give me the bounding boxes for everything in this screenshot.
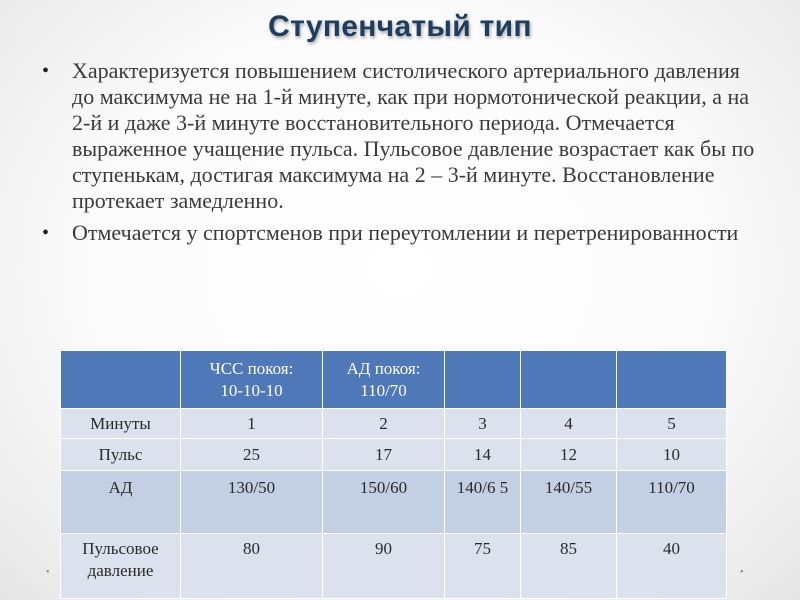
slide-title: Ступенчатый тип [268, 10, 532, 43]
table-row-pulse-pressure [61, 534, 727, 599]
table-cell: 40 [617, 534, 727, 599]
header-cell-empty [445, 351, 521, 409]
table-cell: 2 [323, 409, 445, 439]
table-header-row [61, 351, 727, 409]
table-cell: 14 [445, 439, 521, 471]
bullet-text: Характеризуется повышением систолического артериального давления до максимума не на 1-й минуте, как при нормотонической реакции, а на 2-й и даже 3-й минуте восстановительного периода. Отмечается выраженное учащение пульса. Пульсовое давление возрастает как бы по ступенькам, достигая максимума на 2 – 3-й минуте. Восстановление протекает замедленно. [72, 58, 755, 213]
dot-icon: • [740, 567, 744, 578]
table-cell: 140/6 5 [445, 471, 521, 534]
table-cell: 5 [617, 409, 727, 439]
row-label: АД [61, 471, 181, 534]
table-cell: 4 [521, 409, 617, 439]
header-hr-rest-value: 10-10-10 [220, 380, 283, 400]
table-cell: 75 [445, 534, 521, 599]
row-label: Минуты [61, 409, 181, 439]
bullet-icon: • [42, 60, 50, 82]
table-cell: 12 [521, 439, 617, 471]
table-cell: 90 [323, 534, 445, 599]
table-cell: 80 [181, 534, 323, 599]
bullet-list [40, 58, 760, 252]
header-bp-rest-label: АД покоя: [346, 358, 421, 378]
header-bp-rest-value: 110/70 [360, 380, 407, 400]
bullet-icon: • [42, 222, 50, 244]
header-hr-rest-label: ЧСС покоя: [209, 358, 294, 378]
header-cell-empty [521, 351, 617, 409]
table-row-bp [61, 471, 727, 534]
table-cell: 130/50 [181, 471, 323, 534]
table-cell: 85 [521, 534, 617, 599]
bullet-item [40, 220, 760, 246]
row-label-line: давление [87, 561, 154, 580]
header-cell-empty [61, 351, 181, 409]
table-row-minutes [61, 409, 727, 439]
row-label [61, 534, 181, 599]
row-label-line: Пульсовое [82, 539, 159, 558]
bullet-text: Отмечается у спортсменов при переутомлении и перетренированности [72, 220, 739, 245]
table-cell: 1 [181, 409, 323, 439]
table-cell: 17 [323, 439, 445, 471]
table-cell: 140/55 [521, 471, 617, 534]
table-cell: 10 [617, 439, 727, 471]
table-cell: 25 [181, 439, 323, 471]
bullet-item [40, 58, 760, 214]
table-cell: 3 [445, 409, 521, 439]
dot-icon: • [46, 567, 50, 578]
table-row-pulse [61, 439, 727, 471]
table-cell: 110/70 [617, 471, 727, 534]
recovery-table [60, 350, 727, 599]
header-cell-hr-rest [181, 351, 323, 409]
row-label: Пульс [61, 439, 181, 471]
header-cell-bp-rest [323, 351, 445, 409]
table-cell: 150/60 [323, 471, 445, 534]
header-cell-empty [617, 351, 727, 409]
